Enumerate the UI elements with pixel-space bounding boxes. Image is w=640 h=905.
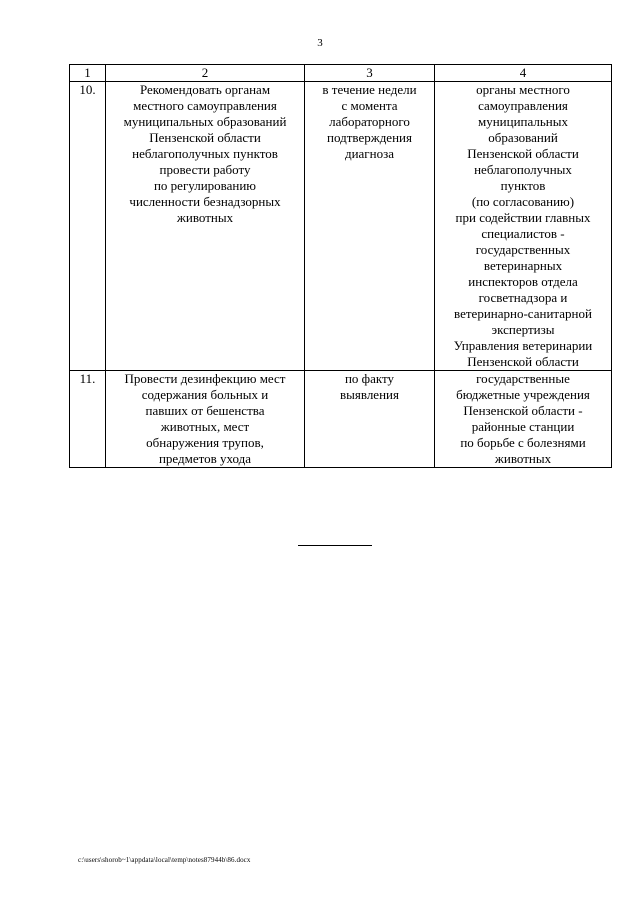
action-text: Рекомендовать органам местного самоуправления муниципальных образований Пензенской области неблагополучных пунктов провести работу по регулированию численности безнадзорных животных — [123, 82, 287, 225]
header-col-3: 3 — [305, 65, 435, 82]
responsible-text: государственные бюджетные учреждения Пензенской области - районные станции по борьбе с болезнями животных — [456, 371, 590, 466]
term-cell — [305, 82, 435, 371]
measures-table — [69, 64, 612, 468]
row-number: 10. — [70, 82, 106, 371]
term-text: в течение недели с момента лабораторного подтверждения диагноза — [322, 82, 417, 161]
header-col-4: 4 — [435, 65, 612, 82]
table-row — [70, 82, 612, 371]
header-col-1: 1 — [70, 65, 106, 82]
footer-file-path: c:\users\shorob~1\appdata\local\temp\notes87944b\86.docx — [78, 856, 251, 864]
term-text: по факту выявления — [340, 371, 399, 402]
action-text: Провести дезинфекцию мест содержания больных и павших от бешенства животных, мест обнаружения трупов, предметов ухода — [124, 371, 286, 466]
term-cell — [305, 371, 435, 468]
action-cell — [106, 82, 305, 371]
row-number: 11. — [70, 371, 106, 468]
responsible-cell — [435, 82, 612, 371]
page-number: 3 — [317, 37, 323, 49]
table-row — [70, 371, 612, 468]
closing-line — [298, 545, 372, 546]
action-cell — [106, 371, 305, 468]
responsible-text: органы местного самоуправления муниципальных образований Пензенской области неблагополучных пунктов (по согласованию) при содействии главных специалистов - государственных ветеринарных инспекторов отдела госветнадзора и ветеринарно-санитарной экспертизы Управления ветеринарии Пензенской области — [453, 82, 593, 369]
table-header-row — [70, 65, 612, 82]
responsible-cell — [435, 371, 612, 468]
header-col-2: 2 — [106, 65, 305, 82]
